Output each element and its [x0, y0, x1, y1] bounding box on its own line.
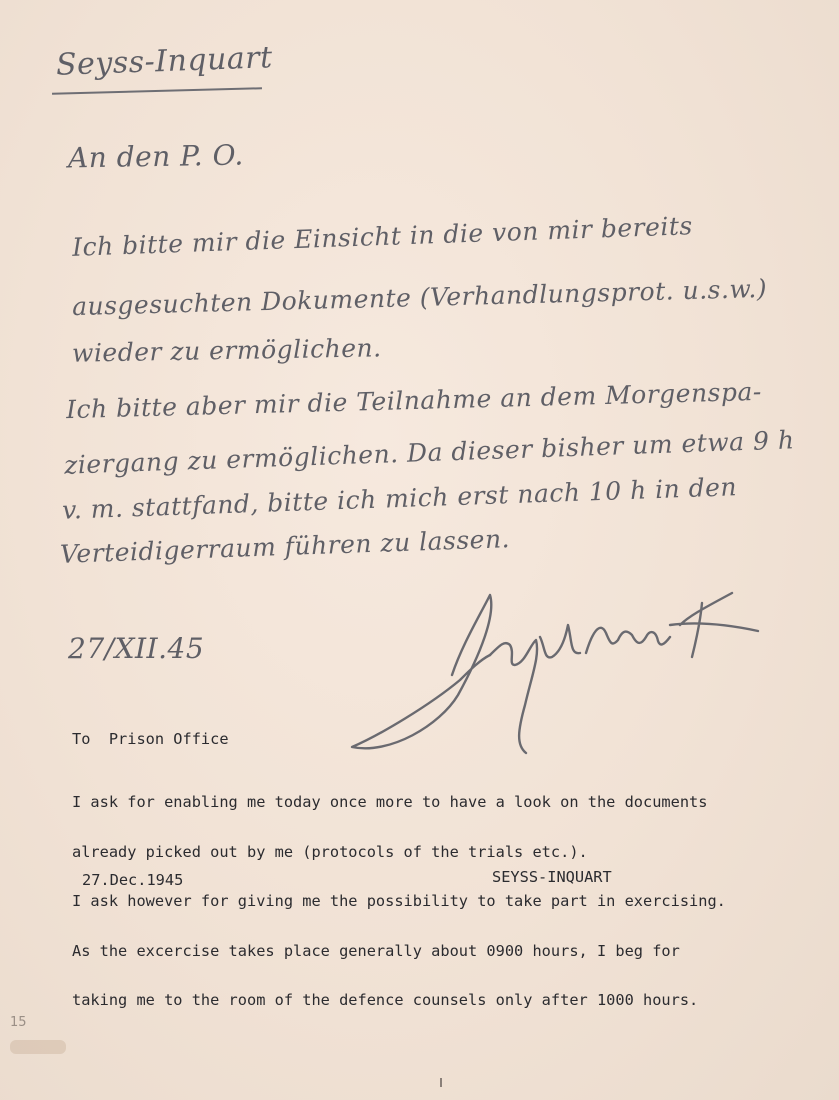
margin-pencil-note: 15 — [10, 1015, 27, 1030]
typed-body-line: already picked out by me (protocols of the trials etc.). — [72, 842, 588, 861]
handwritten-line-4: Ich bitte aber mir die Teilnahme an dem Morgenspa- — [65, 376, 763, 425]
handwritten-line-1: Ich bitte mir die Einsicht in die von mir bereits — [71, 211, 694, 262]
handwritten-header-name: Seyss-Inquart — [55, 40, 274, 83]
typed-body-line: I ask for enabling me today once more to have a look on the documents — [72, 793, 708, 811]
typed-body-line: As the excercise takes place generally about 0900 hours, I beg for — [72, 941, 680, 960]
typed-body-line: taking me to the room of the defence counsels only after 1000 hours. — [72, 991, 699, 1009]
handwritten-line-2: ausgesuchten Dokumente (Verhandlungsprot. u.s.w.) — [71, 273, 768, 322]
handwritten-date: 27/XII.45 — [68, 632, 205, 665]
paper-smudge — [10, 1040, 66, 1054]
handwritten-line-7: Verteidigerraum führen zu lassen. — [59, 524, 511, 569]
typed-date: 27.Dec.1945 — [82, 871, 184, 889]
handwritten-line-3: wieder zu ermöglichen. — [71, 333, 382, 368]
typed-signature-name: SEYSS-INQUART — [492, 868, 612, 886]
handwritten-line-6: v. m. stattfand, bitte ich mich erst nach 10 h in den — [61, 472, 738, 525]
signature-drawing — [340, 585, 760, 760]
typed-body-line: I ask however for giving me the possibility to take part in exercising. — [72, 892, 726, 910]
paper-mark — [440, 1078, 442, 1087]
handwritten-salutation: An den P. O. — [67, 138, 245, 175]
typed-body — [72, 761, 726, 1042]
handwritten-line-5: ziergang zu ermöglichen. Da dieser bisher um etwa 9 h — [63, 425, 795, 480]
header-underline — [52, 87, 262, 94]
typed-recipient: To Prison Office — [72, 730, 229, 748]
